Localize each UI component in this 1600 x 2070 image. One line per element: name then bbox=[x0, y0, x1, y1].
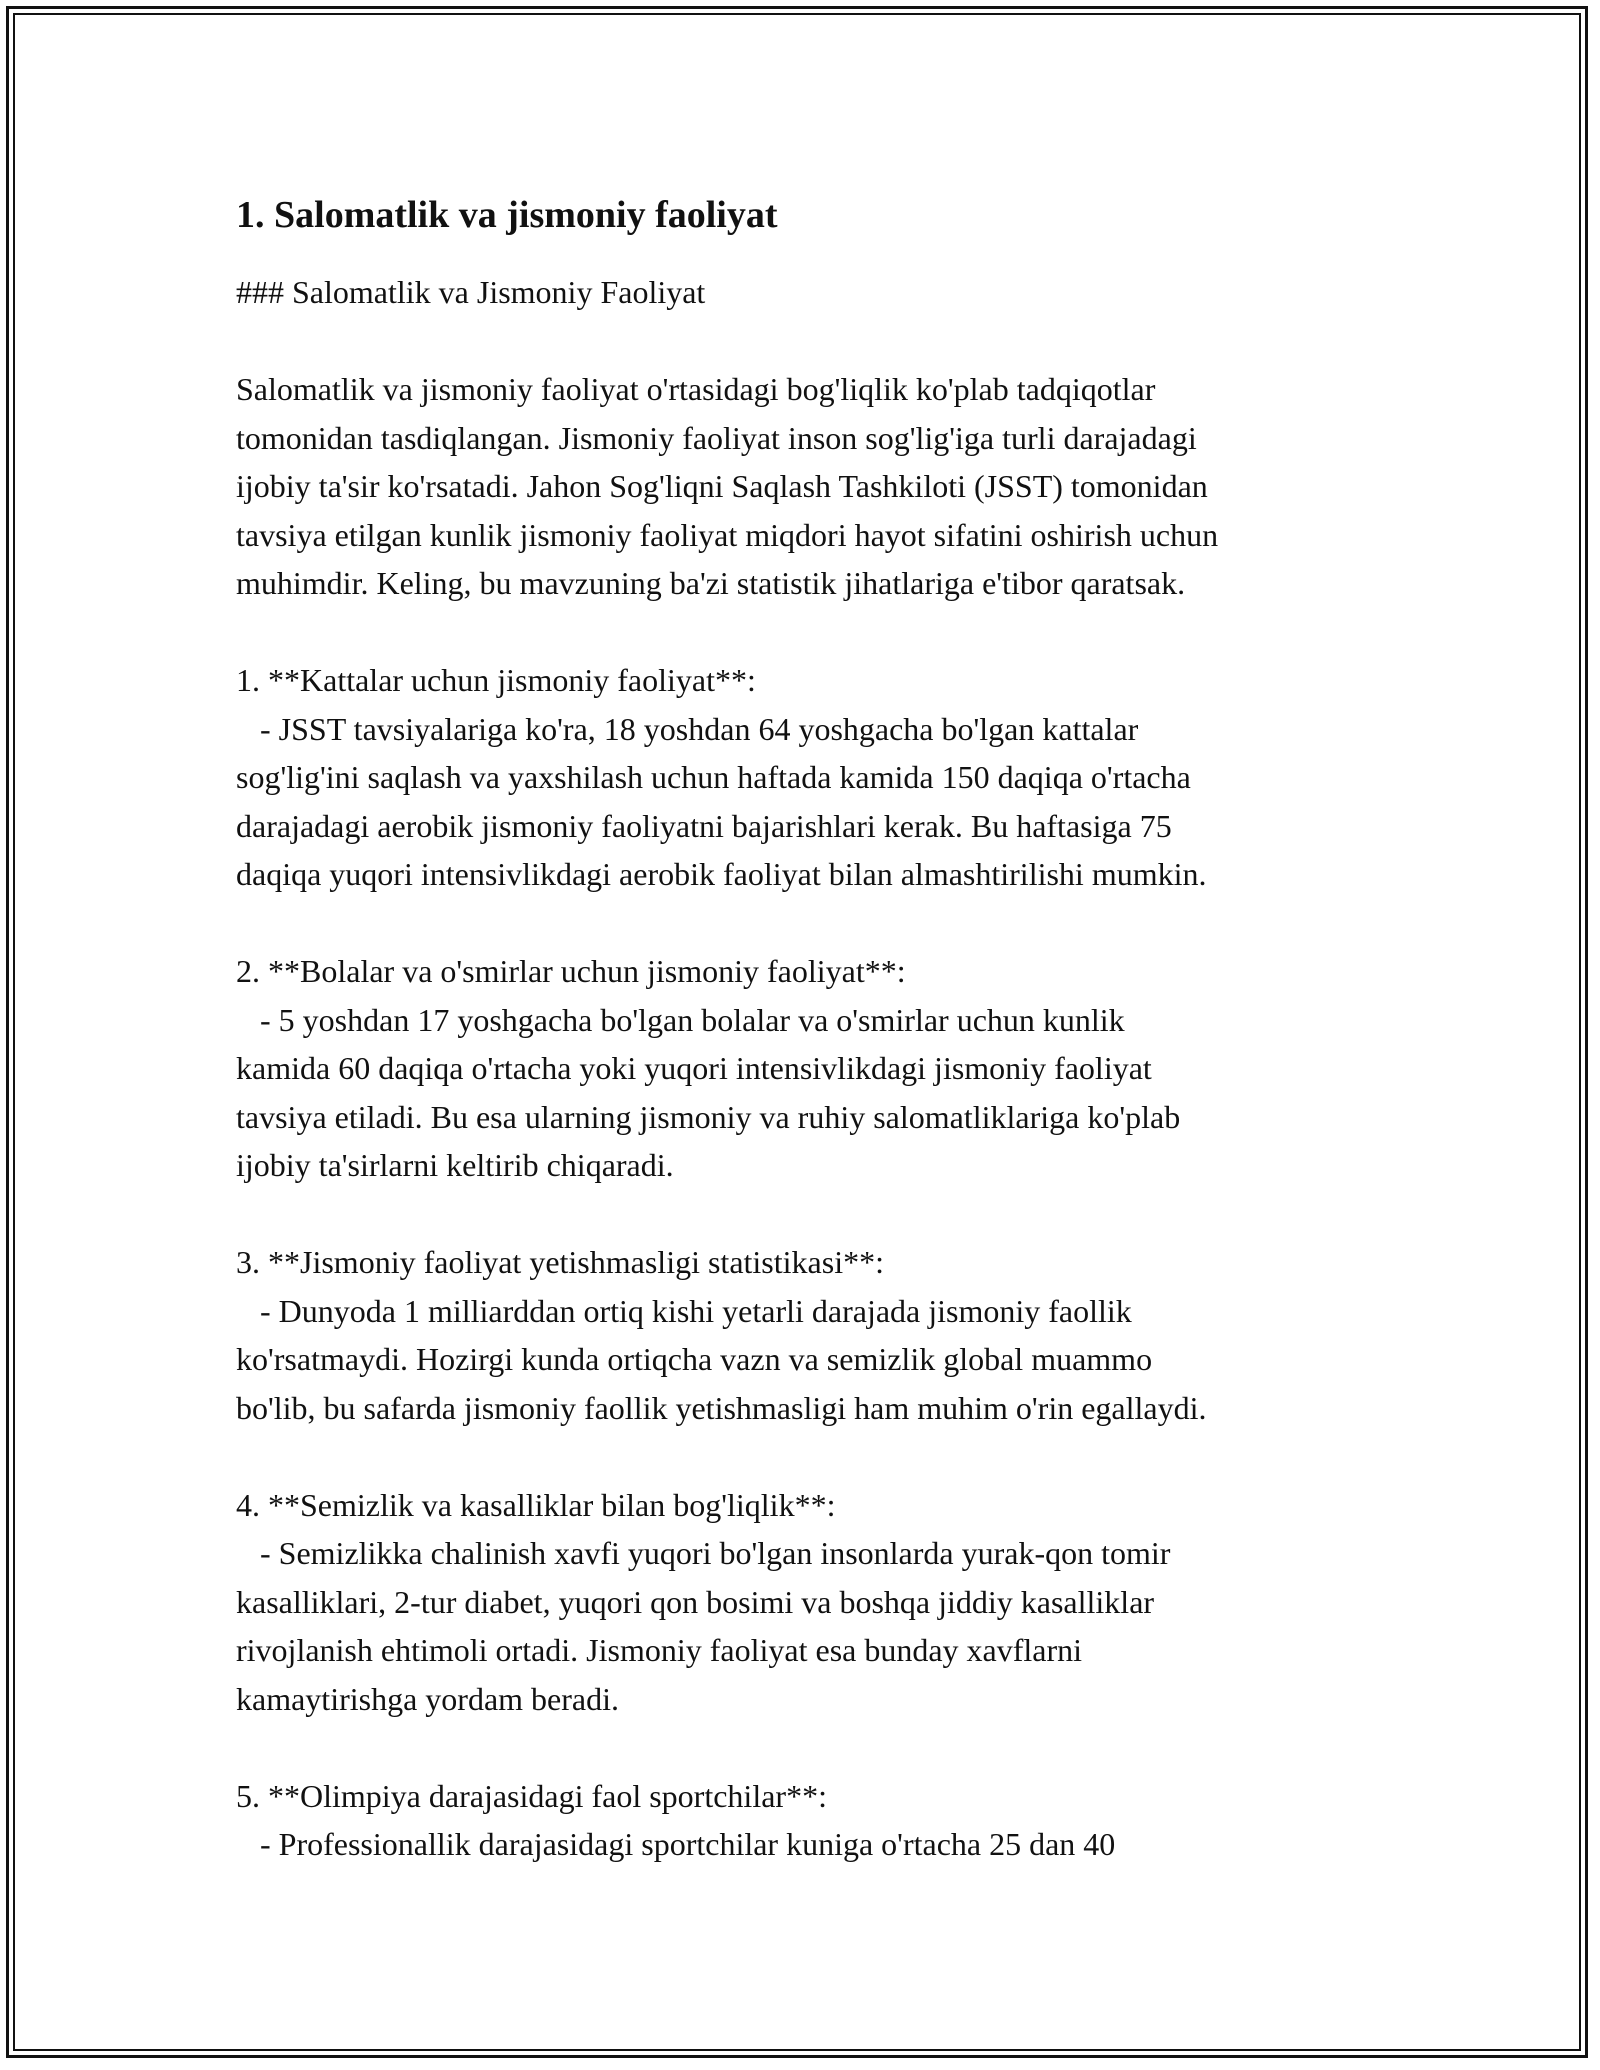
text-line: kamida 60 daqiqa o'rtacha yoki yuqori intensivlikdagi jismoniy faoliyat bbox=[236, 1050, 1152, 1086]
text-line: ko'rsatmaydi. Hozirgi kunda ortiqcha vazn va semizlik global muammo bbox=[236, 1341, 1153, 1377]
text-line bbox=[236, 317, 1386, 366]
text-line: ijobiy ta'sir ko'rsatadi. Jahon Sog'liqni Saqlash Tashkiloti (JSST) tomonidan bbox=[236, 468, 1208, 504]
text-line: tomonidan tasdiqlangan. Jismoniy faoliyat inson sog'lig'iga turli darajadagi bbox=[236, 419, 1197, 456]
text-line: kamaytirishga yordam beradi. bbox=[236, 1680, 619, 1717]
text-line: 2. **Bolalar va o'smirlar uchun jismoniy faoliyat**: bbox=[236, 953, 906, 989]
text-line bbox=[236, 1723, 1386, 1772]
text-line: sog'lig'ini saqlash va yaxshilash uchun haftada kamida 150 daqiqa o'rtacha bbox=[236, 759, 1191, 795]
text-line: - 5 yoshdan 17 yoshgacha bo'lgan bolalar va o'smirlar uchun kunlik bbox=[236, 1001, 1125, 1038]
text-line bbox=[236, 899, 1386, 948]
text-line: ijobiy ta'sirlarni keltirib chiqaradi. bbox=[236, 1147, 674, 1183]
text-line: Salomatlik va jismoniy faoliyat o'rtasidagi bog'liqlik ko'plab tadqiqotlar bbox=[236, 371, 1156, 407]
text-line: ### Salomatlik va Jismoniy Faoliyat bbox=[236, 274, 706, 310]
document-body bbox=[236, 188, 1386, 1869]
text-line: - Professionallik darajasidagi sportchilar kuniga o'rtacha 25 dan 40 bbox=[236, 1826, 1116, 1862]
text-line bbox=[236, 1432, 1386, 1481]
text-line: 3. **Jismoniy faoliyat yetishmasligi statistikasi**: bbox=[236, 1244, 884, 1280]
text-line: tavsiya etiladi. Bu esa ularning jismoniy va ruhiy salomatliklariga ko'plab bbox=[236, 1098, 1181, 1135]
page-title: 1. Salomatlik va jismoniy faoliyat bbox=[236, 194, 778, 236]
text-line: bo'lib, bu safarda jismoniy faollik yetishmasligi ham muhim o'rin egallaydi. bbox=[236, 1389, 1207, 1426]
text-line: rivojlanish ehtimoli ortadi. Jismoniy faoliyat esa bunday xavflarni bbox=[236, 1632, 1083, 1668]
text-line: darajadagi aerobik jismoniy faoliyatni bajarishlari kerak. Bu haftasiga 75 bbox=[236, 807, 1172, 844]
text-line bbox=[236, 1190, 1386, 1239]
text-line bbox=[236, 608, 1386, 657]
document-text bbox=[236, 268, 1386, 1869]
text-line: - Dunyoda 1 milliarddan ortiq kishi yetarli darajada jismoniy faollik bbox=[236, 1292, 1132, 1329]
text-line: 1. **Kattalar uchun jismoniy faoliyat**: bbox=[236, 662, 756, 698]
text-line: muhimdir. Keling, bu mavzuning ba'zi statistik jihatlariga e'tibor qaratsak. bbox=[236, 565, 1186, 601]
text-line: tavsiya etilgan kunlik jismoniy faoliyat miqdori hayot sifatini oshirish uchun bbox=[236, 516, 1219, 553]
text-line: kasalliklari, 2-tur diabet, yuqori qon bosimi va boshqa jiddiy kasalliklar bbox=[236, 1583, 1155, 1620]
text-line: - Semizlikka chalinish xavfi yuqori bo'lgan insonlarda yurak-qon tomir bbox=[236, 1535, 1171, 1571]
text-line: daqiqa yuqori intensivlikdagi aerobik faoliyat bilan almashtirilishi mumkin. bbox=[236, 856, 1207, 892]
text-line: - JSST tavsiyalariga ko'ra, 18 yoshdan 64 yoshgacha bo'lgan kattalar bbox=[236, 710, 1139, 747]
text-line: 4. **Semizlik va kasalliklar bilan bog'liqlik**: bbox=[236, 1486, 836, 1523]
text-line: 5. **Olimpiya darajasidagi faol sportchilar**: bbox=[236, 1777, 827, 1814]
